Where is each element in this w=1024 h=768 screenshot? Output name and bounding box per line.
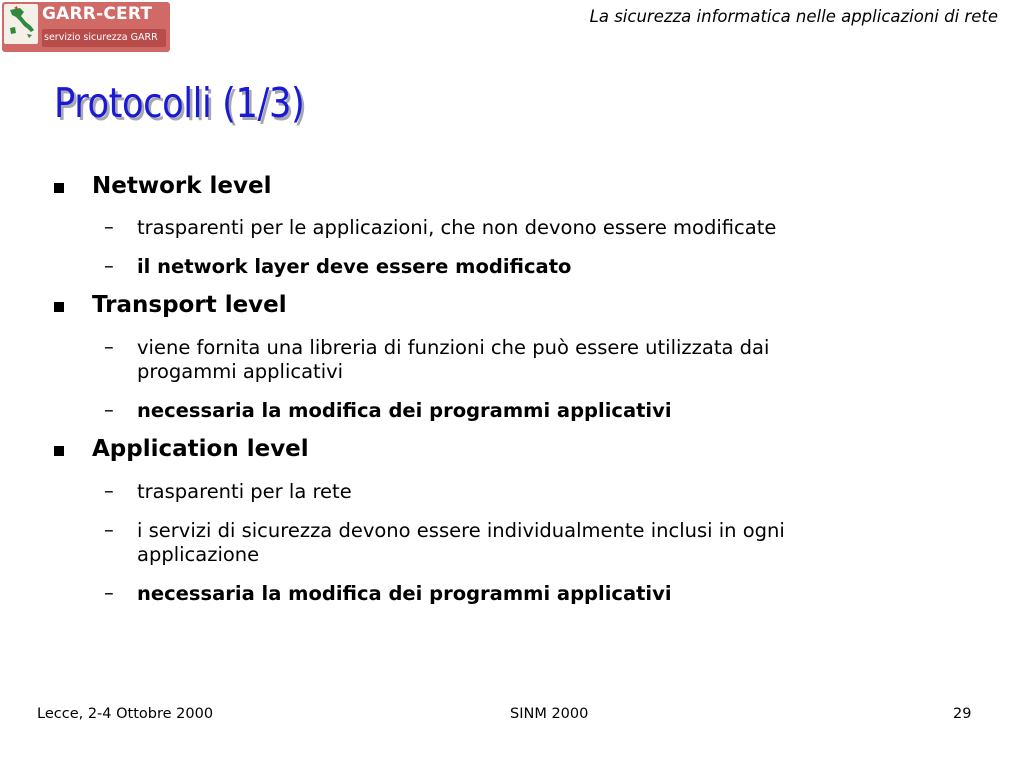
dash-bullet-icon: – xyxy=(104,581,114,604)
list-item: necessaria la modifica dei programmi applicativi xyxy=(137,399,672,422)
list-item: il network layer deve essere modificato xyxy=(137,255,572,278)
dash-bullet-icon: – xyxy=(104,254,114,277)
dash-bullet-icon: – xyxy=(104,335,114,358)
italy-map-icon xyxy=(4,4,38,44)
dash-bullet-icon: – xyxy=(104,518,114,541)
section-heading: Transport level xyxy=(92,292,287,318)
logo-name: GARR-CERT xyxy=(42,4,153,24)
dash-bullet-icon: – xyxy=(104,398,114,421)
list-item: trasparenti per le applicazioni, che non devono essere modificate xyxy=(137,216,777,239)
logo-subtitle: servizio sicurezza GARR xyxy=(44,32,158,43)
list-item: necessaria la modifica dei programmi applicativi xyxy=(137,582,672,605)
square-bullet-icon xyxy=(54,183,64,193)
dash-bullet-icon: – xyxy=(104,215,114,238)
section-heading: Network level xyxy=(92,173,272,199)
presentation-title: La sicurezza informatica nelle applicazioni di rete xyxy=(589,7,998,26)
list-item: trasparenti per la rete xyxy=(137,480,352,503)
page-number: 29 xyxy=(953,706,972,722)
list-item-continuation: applicazione xyxy=(137,543,260,566)
slide-title: Protocolli (1/3) xyxy=(54,79,305,127)
list-item: viene fornita una libreria di funzioni che può essere utilizzata dai xyxy=(137,336,770,359)
square-bullet-icon xyxy=(54,302,64,312)
list-item: i servizi di sicurezza devono essere individualmente inclusi in ogni xyxy=(137,519,785,542)
footer-event: SINM 2000 xyxy=(510,706,589,722)
section-heading: Application level xyxy=(92,436,309,462)
footer-location-date: Lecce, 2-4 Ottobre 2000 xyxy=(37,706,214,722)
square-bullet-icon xyxy=(54,446,64,456)
garr-cert-logo xyxy=(2,2,170,52)
list-item-continuation: progammi applicativi xyxy=(137,360,344,383)
dash-bullet-icon: – xyxy=(104,479,114,502)
